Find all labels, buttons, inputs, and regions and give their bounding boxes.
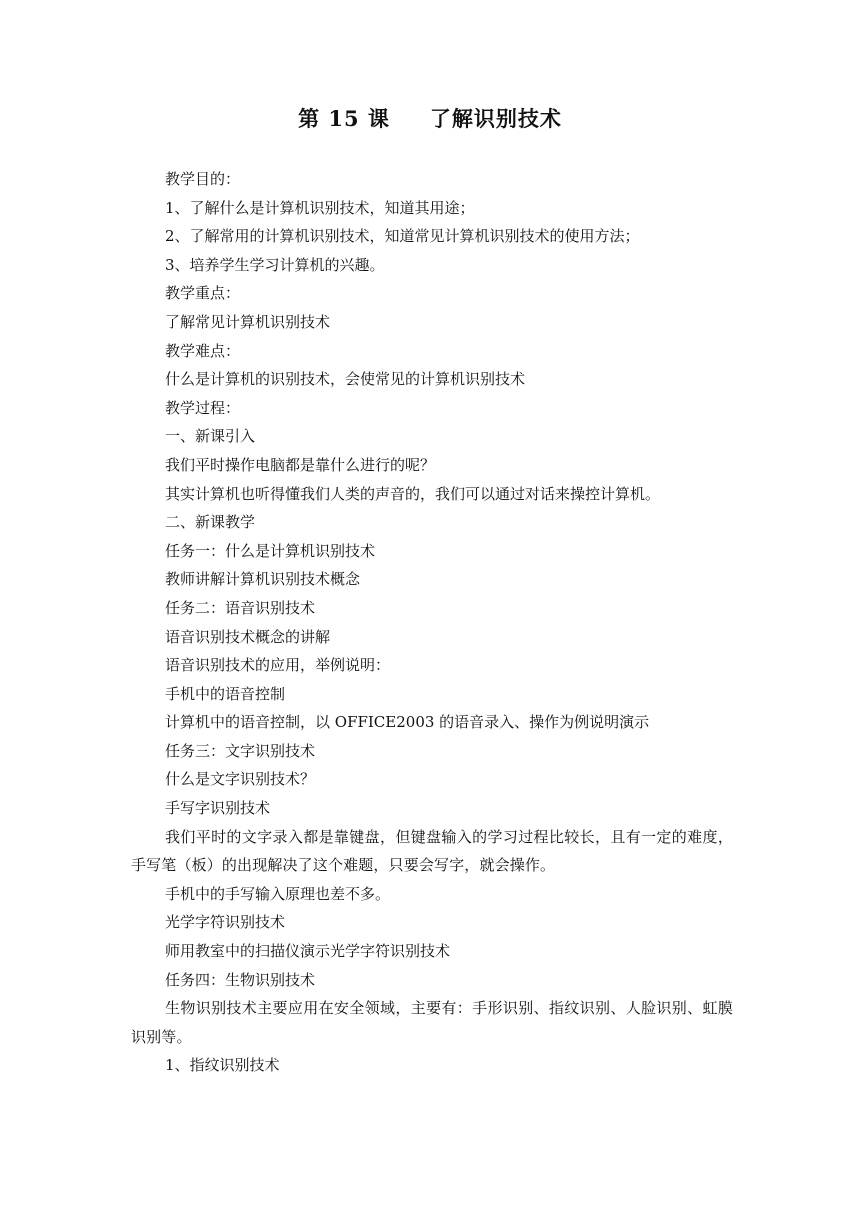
body-line: 什么是文字识别技术？ [165, 770, 316, 789]
body-line: 语音识别技术的应用，举例说明： [165, 656, 391, 675]
lesson-body [131, 165, 733, 1080]
body-line: 其实计算机也听得懂我们人类的声音的，我们可以通过对话来操控计算机。 [165, 484, 661, 503]
body-line: 语音识别技术概念的讲解 [165, 627, 331, 646]
body-line: 光学字符识别技术 [165, 913, 286, 932]
lesson-number: 第 15 课 [298, 106, 390, 131]
task-heading: 任务三：文字识别技术 [165, 741, 316, 760]
page-title [0, 104, 860, 134]
body-line: 手写字识别技术 [165, 799, 271, 818]
body-line: 计算机中的语音控制，以 OFFICE2003 的语音录入、操作为例说明演示 [165, 713, 650, 732]
body-paragraph: 我们平时的文字录入都是靠键盘，但键盘输入的学习过程比较长，且有一定的难度，手写笔（板）的出现解决了这个难题，只要会写字，就会操作。 [131, 827, 733, 875]
body-paragraph: 生物识别技术主要应用在安全领域，主要有：手形识别、指纹识别、人脸识别、虹膜识别等。 [131, 999, 733, 1046]
objective-item: 1、了解什么是计算机识别技术，知道其用途； [165, 198, 475, 217]
lesson-topic: 了解识别技术 [429, 106, 562, 131]
difficulty-text: 什么是计算机的识别技术，会使常见的计算机识别技术 [165, 370, 526, 389]
section-heading-objectives: 教学目的： [165, 170, 241, 188]
body-line: 手机中的手写输入原理也差不多。 [165, 884, 391, 903]
objective-item: 2、了解常用的计算机识别技术，知道常见计算机识别技术的使用方法； [165, 227, 640, 246]
key-point-text: 了解常见计算机识别技术 [165, 312, 331, 331]
subsection-heading: 一、新课引入 [165, 427, 256, 446]
section-heading-key-points: 教学重点： [165, 284, 241, 303]
section-heading-difficulties: 教学难点： [165, 341, 241, 360]
numbered-item: 1、指纹识别技术 [165, 1056, 280, 1075]
subsection-heading: 二、新课教学 [165, 513, 256, 532]
body-line: 教师讲解计算机识别技术概念 [165, 570, 361, 589]
section-heading-process: 教学过程： [165, 398, 241, 417]
task-heading: 任务四：生物识别技术 [165, 970, 316, 989]
task-heading: 任务二：语音识别技术 [165, 598, 316, 617]
objective-item: 3、培养学生学习计算机的兴趣。 [165, 255, 385, 274]
task-heading: 任务一：什么是计算机识别技术 [165, 541, 376, 560]
body-line: 我们平时操作电脑都是靠什么进行的呢？ [165, 455, 436, 474]
body-line: 手机中的语音控制 [165, 684, 286, 703]
body-line: 师用教室中的扫描仪演示光学字符识别技术 [165, 942, 451, 961]
